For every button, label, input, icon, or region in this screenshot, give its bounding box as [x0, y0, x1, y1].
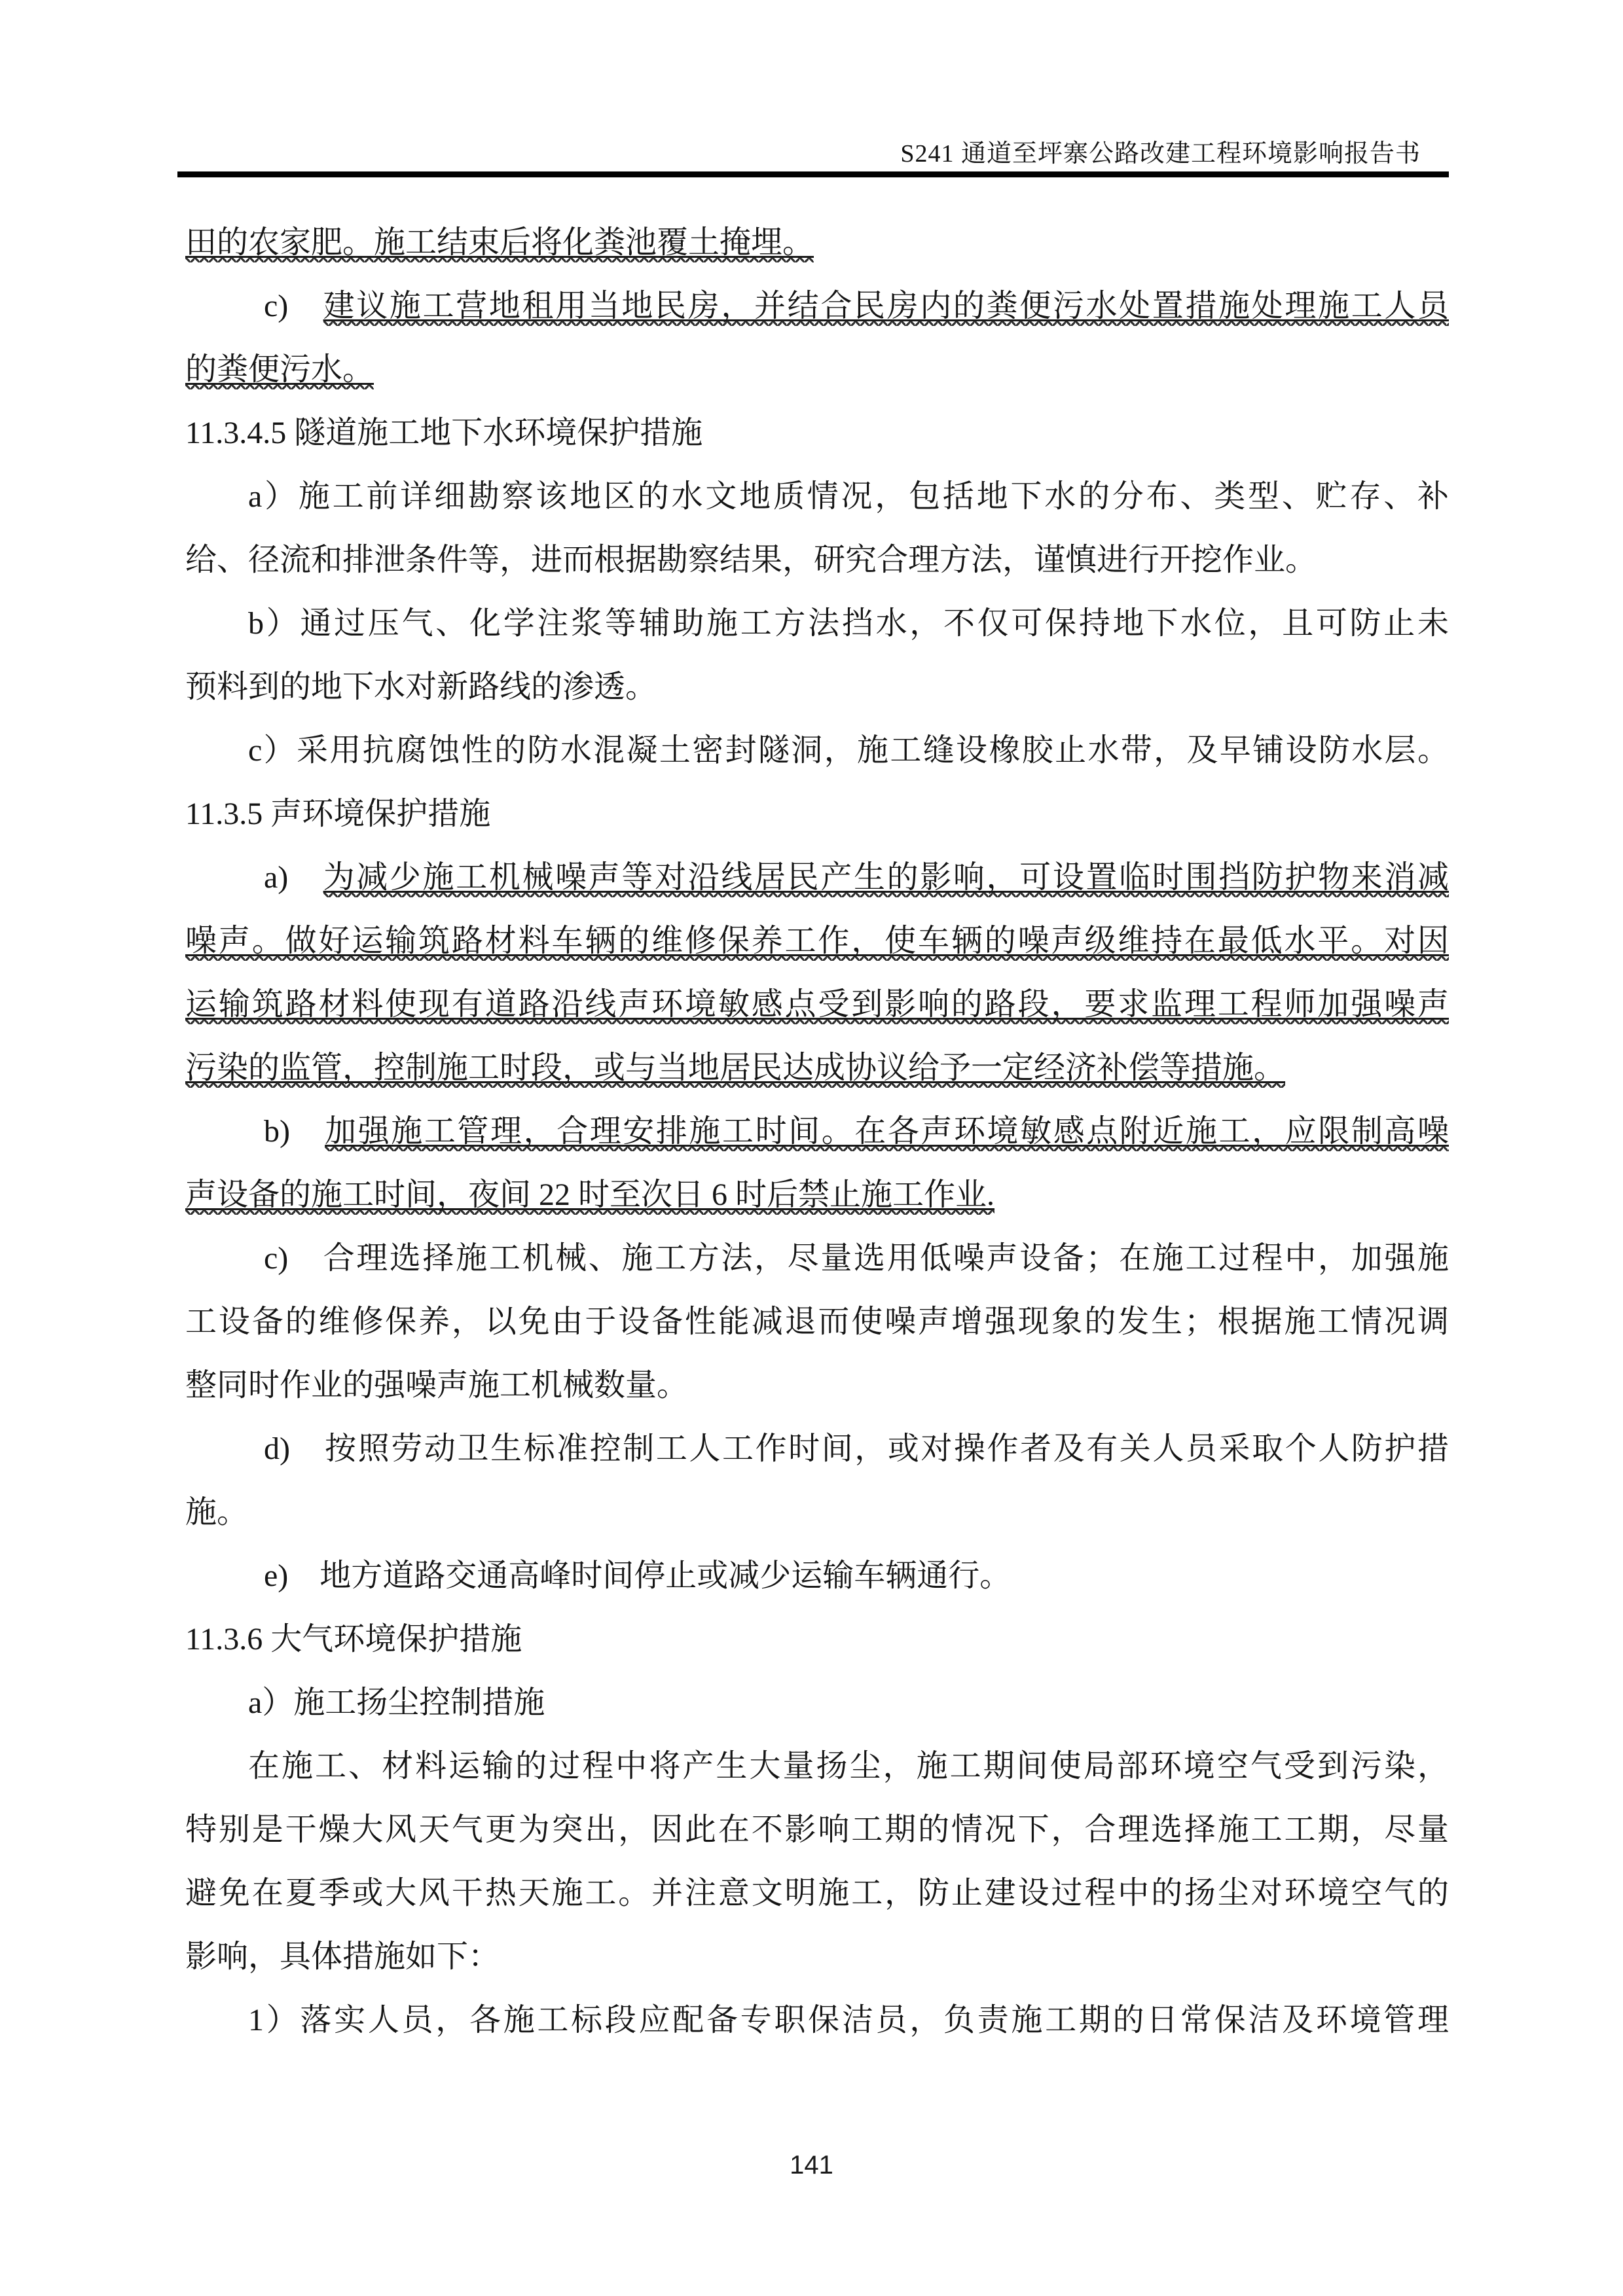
text-line [185, 1925, 1449, 1988]
line-text: 噪声。做好运输筑路材料车辆的维修保养工作，使车辆的噪声级维持在最低水平。对因 [185, 924, 1449, 961]
line-text: 11.3.5 声环境保护措施 [185, 797, 491, 831]
line-text: 在施工、材料运输的过程中将产生大量扬尘，施工期间使局部环境空气受到污染， [248, 1749, 1449, 1784]
line-text: 污染的监管，控制施工时段，或与当地居民达成协议给予一定经济补偿等措施。 [185, 1050, 1285, 1088]
line-text: 施。 [185, 1495, 249, 1530]
line-text: 工设备的维修保养，以免由于设备性能减退而使噪声增强现象的发生；根据施工情况调 [185, 1304, 1449, 1339]
text-line [185, 1163, 1449, 1227]
line-text: 的粪便污水。 [185, 352, 374, 389]
text-line [185, 1671, 1449, 1734]
line-text: a）施工扬尘控制措施 [248, 1685, 545, 1720]
text-line [185, 1798, 1449, 1861]
text-line [185, 1988, 1449, 2052]
line-text: 11.3.4.5 隧道施工地下水环境保护措施 [185, 416, 703, 450]
text-line [185, 528, 1449, 592]
text-line [185, 1861, 1449, 1925]
page-number: 141 [790, 2151, 833, 2179]
line-text: 合理选择施工机械、施工方法，尽量选用低噪声设备；在施工过程中，加强施 [323, 1241, 1449, 1276]
text-line [185, 655, 1449, 719]
list-marker: a) [264, 860, 323, 895]
line-text: 按照劳动卫生标准控制工人工作时间，或对操作者及有关人员采取个人防护措 [325, 1431, 1449, 1466]
text-line [185, 592, 1449, 655]
text-line [185, 1290, 1449, 1354]
line-text: c）采用抗腐蚀性的防水混凝土密封隧洞，施工缝设橡胶止水带，及早铺设防水层。 [248, 733, 1449, 768]
line-text: 整同时作业的强噪声施工机械数量。 [185, 1368, 689, 1403]
header-rule [177, 171, 1449, 177]
line-text: 地方道路交通高峰时间停止或减少运输车辆通行。 [319, 1558, 1012, 1593]
line-text: b）通过压气、化学注浆等辅助施工方法挡水，不仅可保持地下水位，且可防止未 [248, 606, 1449, 641]
line-text: 1）落实人员，各施工标段应配备专职保洁员，负责施工期的日常保洁及环境管理 [248, 2003, 1449, 2037]
line-text: 运输筑路材料使现有道路沿线声环境敏感点受到影响的路段，要求监理工程师加强噪声 [185, 987, 1449, 1024]
text-line [185, 274, 1449, 338]
text-line [185, 1100, 1449, 1163]
text-line [185, 973, 1449, 1036]
line-text: 给、径流和排泄条件等，进而根据勘察结果，研究合理方法，谨慎进行开挖作业。 [185, 543, 1317, 577]
page-footer [0, 2140, 1623, 2190]
text-line [185, 338, 1449, 401]
line-text: a）施工前详细勘察该地区的水文地质情况，包括地下水的分布、类型、贮存、补 [248, 479, 1449, 514]
text-line [185, 719, 1449, 782]
text-line [185, 782, 1449, 846]
line-text: 特别是干燥大风天气更为突出，因此在不影响工期的情况下，合理选择施工工期，尽量 [185, 1812, 1449, 1847]
text-line [185, 401, 1449, 465]
line-text: 建议施工营地租用当地民房，并结合民房内的粪便污水处置措施处理施工人员 [323, 289, 1449, 326]
text-line [185, 1417, 1449, 1480]
line-text: 田的农家肥。施工结束后将化粪池覆土掩埋。 [185, 225, 814, 262]
list-marker: b) [264, 1114, 325, 1149]
list-marker: d) [264, 1431, 325, 1466]
line-text: 影响，具体措施如下： [185, 1939, 500, 1974]
text-line [185, 1607, 1449, 1671]
line-text: 声设备的施工时间，夜间 22 时至次日 6 时后禁止施工作业. [185, 1177, 994, 1215]
text-line [185, 846, 1449, 909]
document-body [185, 211, 1449, 2052]
text-line [185, 1227, 1449, 1290]
list-marker: e) [264, 1558, 320, 1593]
list-marker: c) [264, 1241, 323, 1276]
text-line [185, 465, 1449, 528]
text-line [185, 1544, 1449, 1607]
list-marker: c) [264, 289, 323, 323]
text-line [185, 211, 1449, 274]
header-title: S241 通道至坪寨公路改建工程环境影响报告书 [900, 140, 1421, 168]
text-line [185, 1734, 1449, 1798]
text-line [185, 1036, 1449, 1100]
line-text: 为减少施工机械噪声等对沿线居民产生的影响，可设置临时围挡防护物来消减 [323, 860, 1449, 897]
text-line [185, 1354, 1449, 1417]
text-line [185, 1480, 1449, 1544]
line-text: 加强施工管理，合理安排施工时间。在各声环境敏感点附近施工，应限制高噪 [325, 1114, 1449, 1151]
line-text: 预料到的地下水对新路线的渗透。 [185, 670, 657, 704]
text-line [185, 909, 1449, 973]
line-text: 11.3.6 大气环境保护措施 [185, 1622, 522, 1657]
line-text: 避免在夏季或大风干热天施工。并注意文明施工，防止建设过程中的扬尘对环境空气的 [185, 1876, 1449, 1910]
